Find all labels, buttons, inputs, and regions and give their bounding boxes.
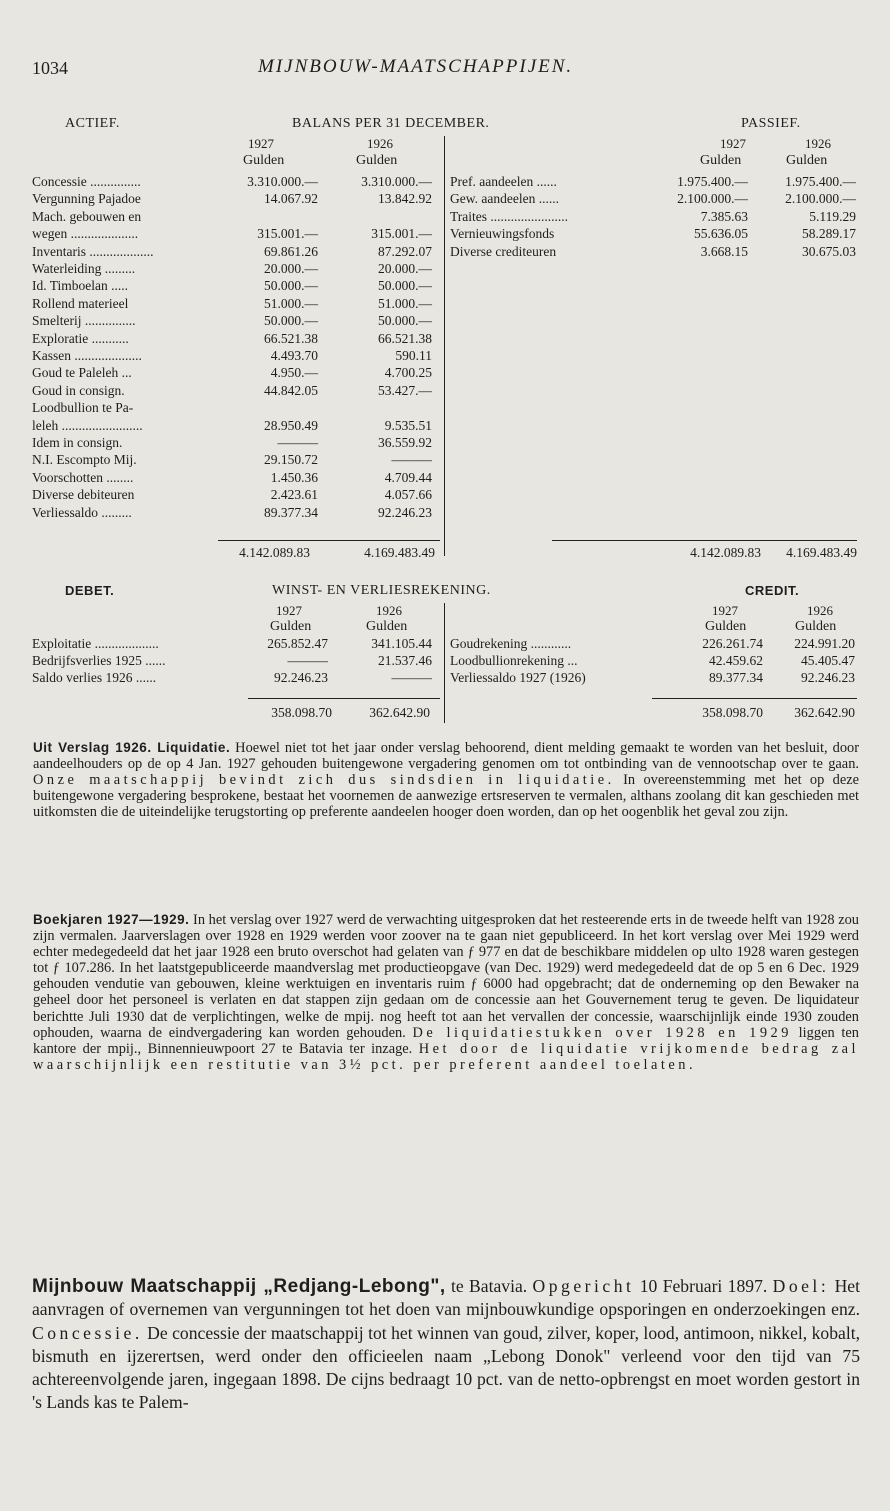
pl-debit-label: Saldo verlies 1926 ...... [32,670,157,686]
pl-debit-unit1: Gulden [270,619,312,634]
pl-debit-rule [248,698,440,699]
pl-debit-value-1927: ——— [287,653,328,669]
asset-label: Smelterij ............... [32,313,136,329]
pl-credit-year2: 1926 [807,603,833,618]
pl-debit-value-1926: 21.537.46 [378,653,432,669]
paragraph-boekjaren-emphasis2: Het door de liquidatie vrijkomende bedrag zal waarschijnlijk een restitutie van 3½ pct. per preferent aandeel toelaten. [33,1040,859,1073]
asset-label: Diverse debiteuren [32,487,135,503]
asset-label: Vergunning Pajadoe [32,191,141,207]
asset-value-1926: 50.000.— [378,313,432,329]
paragraph-boekjaren [33,912,859,1073]
asset-value-1927: 315.001.— [257,226,318,242]
asset-value-1926: 4.700.25 [384,365,432,381]
pl-debit-label: Bedrijfsverlies 1925 ...... [32,653,166,669]
asset-value-1926: 50.000.— [378,278,432,294]
balance-divider [444,136,445,556]
liability-value-1926: 1.975.400.— [785,174,856,189]
asset-value-1927: 2.423.61 [270,487,318,503]
asset-label: leleh ........................ [32,417,143,433]
balance-assets-total-1926: 4.169.483.49 [364,545,435,560]
liability-value-1927: 2.100.000.— [677,191,748,207]
asset-value-1927: 14.067.92 [264,191,318,207]
liability-value-1926: 58.289.17 [802,226,856,242]
pl-title: WINST- EN VERLIESREKENING. [272,583,491,598]
pl-debit-label: Exploitatie ................... [32,636,159,651]
liability-value-1927: 55.636.05 [694,226,748,242]
asset-label: Kassen .................... [32,348,142,363]
liability-value-1927: 3.668.15 [700,243,748,259]
asset-label: Exploratie ........... [32,330,129,346]
pl-credit-value-1927: 226.261.74 [702,636,763,651]
balance-assets-year2: 1926 [367,136,393,151]
liability-label: Gew. aandeelen ...... [450,191,559,207]
asset-value-1927: 4.950.— [270,365,318,381]
liability-label: Pref. aandeelen ...... [450,174,557,189]
asset-label: Goud in consign. [32,382,125,398]
kw-doel: Doel: [772,1276,830,1296]
pl-debit-value-1926: ——— [391,670,432,686]
pl-credit-value-1926: 224.991.20 [794,636,855,651]
asset-label: Voorschotten ........ [32,469,134,485]
asset-value-1926: 66.521.38 [378,330,432,346]
pl-debit-year2: 1926 [376,603,402,618]
liability-value-1927: 7.385.63 [700,208,748,224]
asset-value-1927: 69.861.26 [264,243,318,259]
asset-value-1926: 4.709.44 [384,469,432,485]
balance-liab-total-1927: 4.142.089.83 [690,545,761,560]
asset-label: Inventaris ................... [32,243,154,259]
liability-value-1926: 30.675.03 [802,243,856,259]
page-number: 1034 [32,58,68,78]
asset-label: Goud te Paleleh ... [32,365,132,381]
balance-assets-unit1: Gulden [243,153,285,168]
asset-value-1926: 4.057.66 [384,487,432,503]
company-location: te Batavia. [445,1276,533,1296]
asset-value-1926: 87.292.07 [378,243,432,259]
asset-value-1926: 9.535.51 [384,417,432,433]
balance-liab-unit1: Gulden [700,153,742,168]
asset-label: N.I. Escompto Mij. [32,452,137,468]
balance-liab-rule [552,540,857,541]
asset-label: Verliessaldo ......... [32,504,132,520]
asset-value-1926: 315.001.— [371,226,432,242]
paragraph-boekjaren-heading: Boekjaren 1927—1929. [33,912,190,927]
balance-right-label: PASSIEF. [741,116,801,131]
doel-text: Het aanvragen of overnemen van vergunningen tot het doen van mijnbouwkundige opsporingen en onderzoekingen enz. [32,1276,860,1320]
liability-value-1926: 5.119.29 [809,208,856,224]
pl-credit-value-1926: 92.246.23 [801,670,855,686]
pl-credit-value-1927: 42.459.62 [709,653,763,669]
pl-debit-value-1926: 341.105.44 [371,636,432,651]
asset-value-1926: 51.000.— [378,295,432,311]
pl-debit-value-1927: 265.852.47 [267,636,328,651]
liability-value-1926: 2.100.000.— [785,191,856,207]
asset-value-1927: 4.493.70 [270,348,318,363]
asset-value-1927: 1.450.36 [270,469,318,485]
liability-label: Traites ....................... [450,208,569,224]
balance-liab-year2: 1926 [805,136,831,151]
balance-liab-unit2: Gulden [786,153,828,168]
asset-value-1926: 3.310.000.— [361,174,432,189]
asset-label: Mach. gebouwen en [32,208,142,224]
paragraph-liquidatie [33,740,859,820]
balance-left-label: ACTIEF. [65,116,120,131]
liability-label: Diverse crediteuren [450,243,557,259]
pl-left-label: DEBET. [65,583,115,598]
asset-value-1926: 53.427.— [378,382,432,398]
paragraph-liquidatie-heading: Uit Verslag 1926. Liquidatie. [33,740,231,755]
asset-value-1927: 28.950.49 [264,417,318,433]
paragraph-boekjaren-text1: In het verslag over 1927 werd de verwachting uitgesproken dat het resteerende erts in de tweede helft van 1928 zou zijn vermalen. Jaarverslagen over 1928 en 1929 werden voor zoover na te gaan niet gepubliceerd. In het kort verslag over Mei 1929 werd echter medegedeeld dat het jaar 1928 een bruto overschot had gelaten van ƒ 977 en dat de beschikbare middelen op ulto 1928 waren gestegen tot ƒ 107.286. In het laatstgepubliceerde maandverslag met productieopgave (van Dec. 1929) werd medegedeeld dat de op 5 en 6 Dec. 1929 gehouden vendutie van gebouwen, kleine werktuigen en inventaris ruim ƒ 6000 had opgebracht; dat de onderneming op den Bewaker na geheel door het personeel is verlaten en dat stappen zijn gedaan om de concessie aan het Gouvernement terug te geven. De liquidateur berichtte Juli 1930 dat de verplichtingen, welke de mpij. nog heeft tot aan het vervallen der concessie, waarschijnlijk einde 1930 zouden ophouden, waarna de eindvergadering kan worden gehouden. [33,912,859,1041]
asset-value-1926: 20.000.— [378,261,432,276]
balance-liab-year1: 1927 [720,136,746,151]
paragraph-boekjaren-text2: liggen ten kantore der mpij., Binnennieuwpoort 27 te Batavia ter inzage. [33,1024,859,1057]
pl-credit-unit1: Gulden [705,619,747,634]
pl-debit-year1: 1927 [276,603,302,618]
pl-credit-value-1927: 89.377.34 [709,670,763,686]
pl-credit-label: Verliessaldo 1927 (1926) [450,670,586,686]
pl-right-label: CREDIT. [745,583,800,598]
concessie-text: De concessie der maatschappij tot het winnen van goud, zilver, koper, lood, antimoon, nikkel, kobalt, bismuth en ijzerertsen, werd onder den officieelen naam „Lebong Donok" verleend voor den tijd van 75 achtereenvolgende jaren, ingegaan 1898. De cijns bedraagt 10 pct. van de netto-opbrengst en moet worden gestort in 's Lands kas te Palem- [32,1322,860,1413]
asset-value-1926: 92.246.23 [378,504,432,520]
balance-title: BALANS PER 31 DECEMBER. [292,116,490,131]
asset-value-1926: 13.842.92 [378,191,432,207]
balance-liab-total-1926: 4.169.483.49 [786,545,857,560]
pl-debit-total-1926: 362.642.90 [369,705,430,720]
liability-label: Vernieuwingsfonds [450,226,555,242]
pl-debit-total-1927: 358.098.70 [271,705,332,720]
pl-credit-value-1926: 45.405.47 [801,653,855,669]
asset-value-1927: 50.000.— [264,313,318,329]
asset-value-1927: 20.000.— [264,261,318,276]
pl-debit-value-1927: 92.246.23 [274,670,328,686]
paragraph-boekjaren-emphasis1: De liquidatiestukken over 1928 en 1929 [412,1024,792,1041]
asset-label: Waterleiding ......... [32,261,136,276]
asset-value-1926: 590.11 [395,348,432,363]
asset-value-1927: 66.521.38 [264,330,318,346]
pl-credit-rule [652,698,857,699]
asset-value-1927: 29.150.72 [264,452,318,468]
kw-concessie: Concessie. [32,1322,143,1343]
asset-label: Id. Timboelan ..... [32,278,129,294]
pl-credit-total-1926: 362.642.90 [794,705,855,720]
paragraph-liquidatie-text2: In overeenstemming met het op deze buitengewone vergadering besprokene, bestaat het voornemen de aanwezige ertsreserven te vermalen, althans zoolang dit kan geschieden met uitkomsten die de uiteindelijke terugstorting op preferente aandeelen hooger doen worden, dan op het oogenblik het geval zou zijn. [33,772,859,821]
asset-value-1927: 50.000.— [264,278,318,294]
asset-label: Concessie ............... [32,174,141,189]
paragraph-liquidatie-text1: Hoewel niet tot het jaar onder verslag behoorend, dient melding gemaakt te worden van het besluit, door aandeelhouders op de op 4 Jan. 1927 gehouden buitengewone vergadering genomen om tot ontbinding van de vennootschap over te gaan. [33,740,859,773]
balance-assets-unit2: Gulden [356,153,398,168]
founding-date: 10 Februari 1897. [634,1276,773,1296]
paragraph-redjang-lebong [32,1275,860,1415]
pl-divider [444,603,445,723]
asset-label: Loodbullion te Pa- [32,400,134,416]
pl-credit-label: Goudrekening ............ [450,636,572,651]
running-title: MIJNBOUW-MAATSCHAPPIJEN. [258,56,574,77]
asset-value-1927: ——— [277,435,318,450]
asset-label: Rollend materieel [32,295,129,311]
balance-assets-rule [218,540,440,541]
pl-credit-label: Loodbullionrekening ... [450,653,578,669]
asset-value-1927: 44.842.05 [264,382,318,398]
pl-credit-unit2: Gulden [795,619,837,634]
paragraph-liquidatie-emphasis: Onze maatschappij bevindt zich dus sindsdien in liquidatie. [33,772,615,789]
asset-value-1927: 3.310.000.— [247,174,318,189]
asset-label: Idem in consign. [32,435,123,450]
pl-debit-unit2: Gulden [366,619,408,634]
liability-value-1927: 1.975.400.— [677,174,748,189]
pl-credit-total-1927: 358.098.70 [702,705,763,720]
balance-assets-total-1927: 4.142.089.83 [239,545,310,560]
balance-assets-year1: 1927 [248,136,274,151]
asset-value-1927: 51.000.— [264,295,318,311]
asset-value-1927: 89.377.34 [264,504,318,520]
kw-opgericht: Opgericht [532,1276,635,1296]
asset-value-1926: ——— [391,452,432,468]
asset-label: wegen .................... [32,226,139,242]
company-heading: Mijnbouw Maatschappij „Redjang-Lebong", [32,1276,446,1297]
pl-credit-year1: 1927 [712,603,738,618]
asset-value-1926: 36.559.92 [378,435,432,450]
